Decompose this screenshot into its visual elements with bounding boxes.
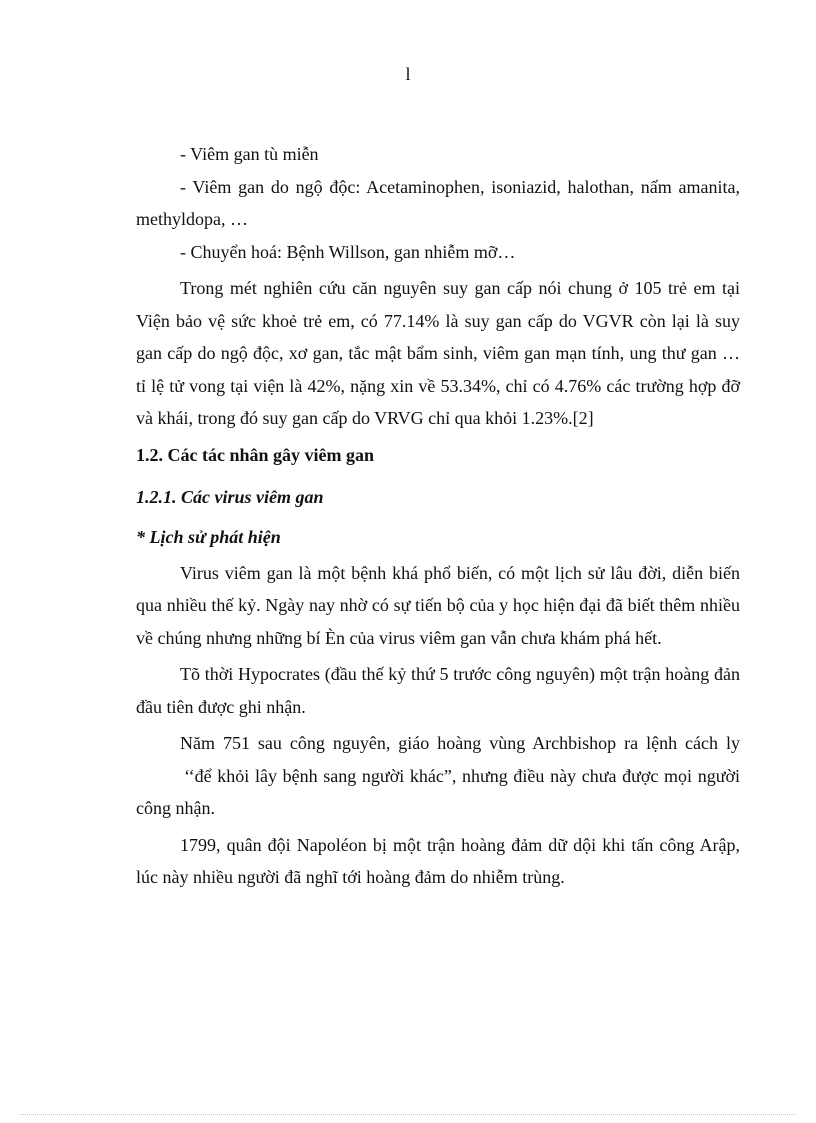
document-body — [136, 138, 740, 894]
bullet-metabolic: - Chuyển hoá: Bệnh Willson, gan nhiễm mỡ… — [180, 241, 516, 262]
paragraph-year-751-part-2: ‘‘để khỏi lây bệnh sang người khác”, nhưng điều này chưa được mọi người công nhận. — [136, 765, 740, 818]
bullet-autoimmune-hepatitis: - Viêm gan tù miễn — [180, 144, 319, 164]
page-number: l — [405, 64, 411, 84]
paragraph-1799: 1799, quân đội Napoléon bị một trận hoàng đảm dữ dội khi tấn công Arập, lúc này nhiều người đã nghĩ tới hoàng đảm do nhiễm trùng. — [136, 834, 740, 887]
section-heading-1-2: 1.2. Các tác nhân gây viêm gan — [136, 444, 374, 465]
paragraph-year-751 — [136, 727, 740, 825]
bullet-toxic-hepatitis: - Viêm gan do ngộ độc: Acetaminophen, isoniazid, halothan, nấm amanita, methyldopa, … — [136, 176, 740, 229]
page-bottom-divider — [20, 1114, 796, 1115]
history-heading: * Lịch sử phát hiện — [136, 526, 281, 547]
paragraph-study: Trong mét nghiên cứu căn nguyên suy gan cấp nói chung ở 105 trẻ em tại Viện bảo vệ sức khoẻ trẻ em, có 77.14% là suy gan cấp do VGVR còn lại là suy gan cấp do ngộ độc, xơ gan, tắc mật bẩm sinh, viêm gan mạn tính, ung thư gan … tỉ lệ tử vong tại viện là 42%, nặng xin về 53.34%, chỉ có 4.76% các trường hợp đỡ và khái, trong đó suy gan cấp do VRVG chỉ qua khỏi 1.23%.[2] — [136, 278, 740, 428]
subsection-heading-1-2-1: 1.2.1. Các virus viêm gan — [136, 486, 324, 507]
paragraph-year-751-part-1: Năm 751 sau công nguyên, giáo hoàng vùng Archbishop ra lệnh cách ly — [180, 733, 740, 753]
paragraph-virus-history: Virus viêm gan là một bệnh khá phổ biến, có một lịch sử lâu đời, diễn biến qua nhiều thế kỷ. Ngày nay nhờ có sự tiến bộ của y học hiện đại đã biết thêm nhiều về chúng nhưng những bí Èn của virus viêm gan vẫn chưa khám phá hết. — [136, 562, 740, 648]
paragraph-hypocrates: Tõ thời Hypocrates (đầu thế kỷ thứ 5 trước công nguyên) một trận hoàng đản đầu tiên được ghi nhận. — [136, 664, 740, 717]
